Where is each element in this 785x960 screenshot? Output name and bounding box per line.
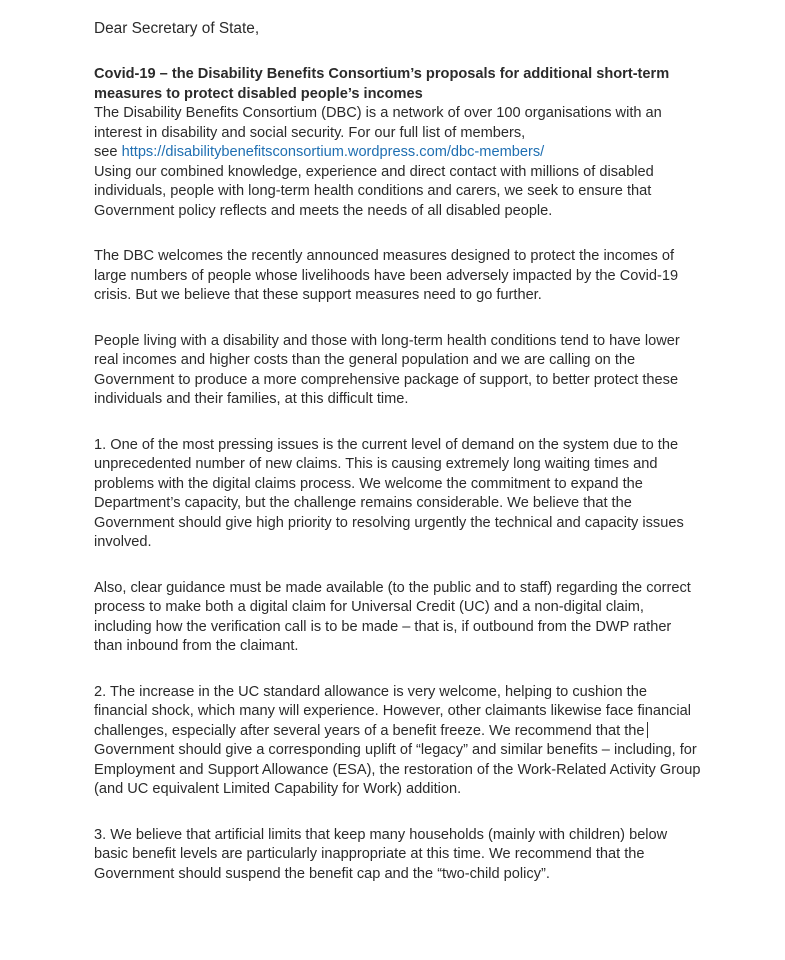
members-see-text: see [94, 144, 118, 160]
people-paragraph: People living with a disability and those with long-term health conditions tend to have lower real incomes and higher costs than the general population and we are calling on the Government to produce a more comprehensive package of support, to better protect these individuals and their families, at this difficult time. [94, 332, 680, 407]
letter-subject: Covid-19 – the Disability Benefits Consortium’s proposals for additional short-term measures to protect disabled people’s incomes [94, 66, 670, 102]
letter-body [94, 18, 702, 910]
text-cursor [647, 722, 648, 738]
guidance-paragraph: Also, clear guidance must be made available (to the public and to staff) regarding the correct process to make both a digital claim for Universal Credit (UC) and a non-digital claim, including how the verification call is to be made – that is, if outbound from the DWP rather than inbound from the claimant. [94, 579, 691, 654]
point-1-paragraph: 1. One of the most pressing issues is the current level of demand on the system due to the unprecedented number of new claims. This is causing extremely long waiting times and problems with the digital claims process. We welcome the commitment to expand the Department’s capacity, but the challenge remains considerable. We believe that the Government should give high priority to resolving urgently the technical and capacity issues involved. [94, 436, 684, 550]
greeting: Dear Secretary of State, [94, 20, 260, 37]
welcome-paragraph: The DBC welcomes the recently announced measures designed to protect the incomes of large numbers of people whose livelihoods have been adversely impacted by the Covid-19 crisis. But we believe that these support measures need to go further. [94, 248, 679, 303]
members-link[interactable]: https://disabilitybenefitsconsortium.wordpress.com/dbc-members/ [121, 144, 545, 160]
intro-paragraph [94, 104, 702, 163]
point-2-paragraph [94, 683, 702, 800]
point-3-paragraph: 3. We believe that artificial limits that keep many households (mainly with children) below basic benefit levels are particularly inappropriate at this time. We recommend that the Government should suspend the benefit cap and the “two-child policy”. [94, 826, 668, 882]
intro-paragraph-2: Using our combined knowledge, experience and direct contact with millions of disabled individuals, people with long-term health conditions and carers, we seek to ensure that Government policy reflects and meets the needs of all disabled people. [94, 163, 654, 219]
intro-text: The Disability Benefits Consortium (DBC) is a network of over 100 organisations with an interest in disability and social security. For our full list of members, [94, 105, 662, 141]
point-2-text-b: Government should give a corresponding uplift of “legacy” and similar benefits – including, for Employment and Support Allowance (ESA), the restoration of the Work-Related Activity Group (and UC equivalent Limited Capability for Work) addition. [94, 742, 701, 797]
point-2-text-a: 2. The increase in the UC standard allowance is very welcome, helping to cushion the financial shock, which many will experience. However, other claimants likewise face financial challenges, especially after several years of a benefit freeze. We recommend that the [94, 683, 691, 739]
